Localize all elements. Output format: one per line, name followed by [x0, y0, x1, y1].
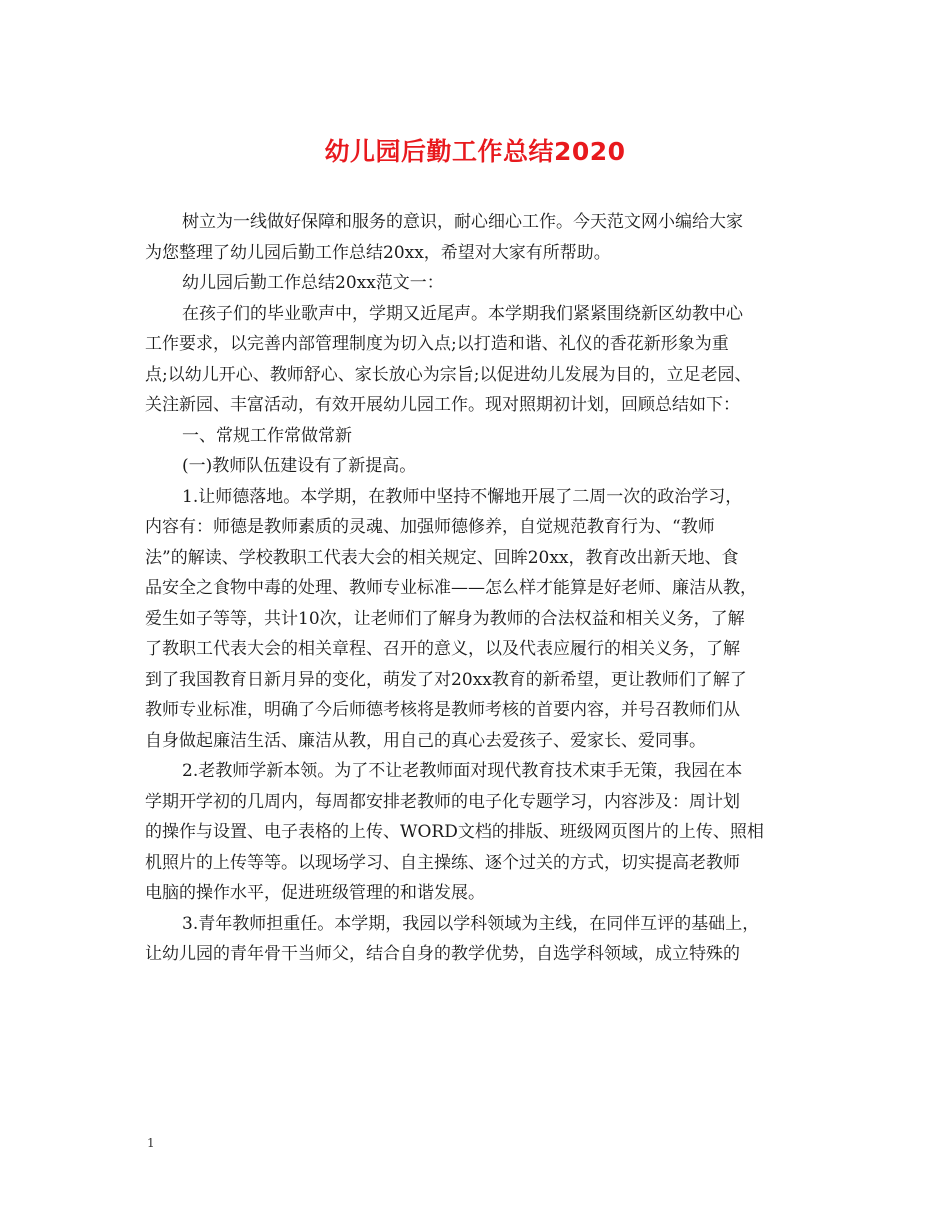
text-line: 一、常规工作常做常新 [182, 425, 352, 446]
text-line: 机照片的上传等等。以现场学习、自主操练、逐个过关的方式，切实提高老教师 [145, 852, 740, 873]
text-line: 幼儿园后勤工作总结20xx范文一： [182, 273, 444, 293]
text-line: 教师专业标准，明确了今后师德考核将是教师考核的首要内容，并号召教师们从 [145, 700, 740, 720]
text-line: 关注新园、丰富活动，有效开展幼儿园工作。现对照期初计划，回顾总结如下： [145, 395, 740, 415]
text-line: 1.让师德落地。本学期，在教师中坚持不懈地开展了二周一次的政治学习， [182, 486, 743, 507]
text-line: 的操作与设置、电子表格的上传、WORD文档的排版、班级网页图片的上传、照相 [145, 822, 764, 842]
text-line: 2.老教师学新本领。为了不让老教师面对现代教育技术束手无策，我园在本 [182, 761, 743, 781]
text-line: 法”的解读、学校教职工代表大会的相关规定、回眸20xx，教育改出新天地、食 [145, 547, 739, 568]
text-line: 树立为一线做好保障和服务的意识，耐心细心工作。今天范文网小编给大家 [182, 212, 743, 232]
text-line: 让幼儿园的青年骨干当师父，结合自身的教学优势，自选学科领域，成立特殊的 [145, 944, 740, 964]
text-line: 品安全之食物中毒的处理、教师专业标准——怎么样才能算是好老师、廉洁从教， [145, 578, 757, 598]
text-line: 点;以幼儿开心、教师舒心、家长放心为宗旨;以促进幼儿发展为目的，立足老园、 [145, 364, 752, 385]
document-title: 幼儿园后勤工作总结2020 [324, 137, 626, 166]
text-line: 工作要求，以完善内部管理制度为切入点;以打造和谐、礼仪的香花新形象为重 [145, 334, 729, 354]
text-line: 了教职工代表大会的相关章程、召开的意义，以及代表应履行的相关义务，了解 [145, 639, 740, 659]
text-line: 学期开学初的几周内，每周都安排老教师的电子化专题学习，内容涉及：周计划 [145, 791, 740, 812]
text-line: 自身做起廉洁生活、廉洁从教，用自己的真心去爱孩子、爱家长、爱同事。 [145, 730, 706, 751]
text-line: 为您整理了幼儿园后勤工作总结20xx，希望对大家有所帮助。 [145, 242, 611, 263]
text-line: 到了我国教育日新月异的变化，萌发了对20xx教育的新希望，更让教师们了解了 [145, 669, 747, 690]
text-line: 爱生如子等等，共计10次，让老师们了解身为教师的合法权益和相关义务，了解 [145, 608, 745, 629]
text-line: 电脑的操作水平，促进班级管理的和谐发展。 [145, 883, 485, 903]
text-line: 内容有：师德是教师素质的灵魂、加强师德修养，自觉规范教育行为、“教师 [145, 517, 715, 537]
text-line: 在孩子们的毕业歌声中，学期又近尾声。本学期我们紧紧围绕新区幼教中心 [182, 303, 743, 324]
text-line: (一)教师队伍建设有了新提高。 [182, 456, 417, 476]
document-body [145, 207, 807, 970]
text-line: 3.青年教师担重任。本学期，我园以学科领域为主线，在同伴互评的基础上， [182, 913, 760, 934]
page-number: 1 [147, 1136, 155, 1150]
